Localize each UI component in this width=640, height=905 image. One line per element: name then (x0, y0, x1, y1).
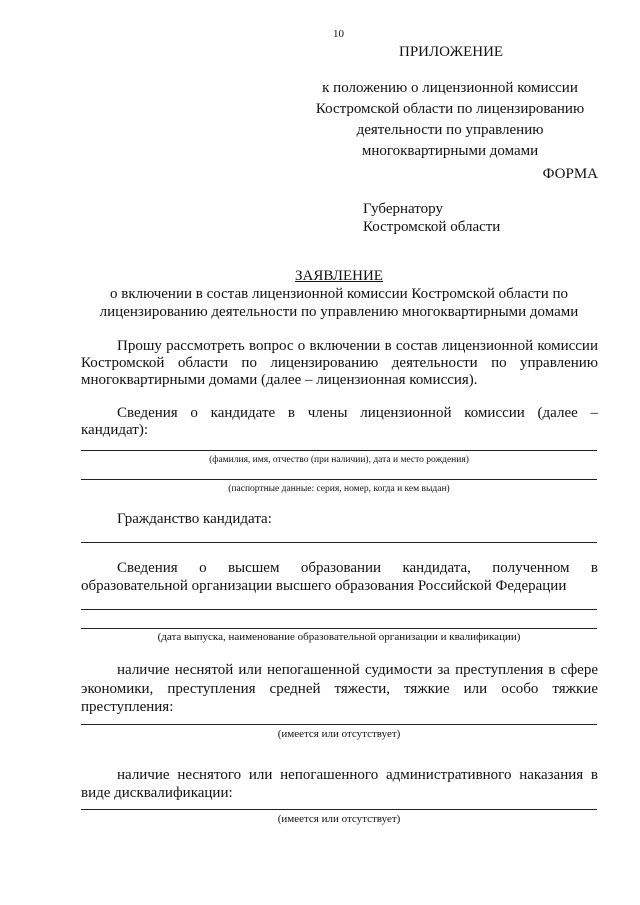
appendix-line-3: деятельности по управлению (356, 122, 544, 138)
disqualification-line-1: наличие неснятого или непогашенного административного наказания в (117, 767, 598, 783)
education-line-1: Сведения о высшем образовании кандидата, полученном в (117, 560, 598, 576)
caption-name: (фамилия, имя, отчество (при наличии), дата и место рождения) (209, 455, 469, 465)
caption-passport: (паспортные данные: серия, номер, когда и кем выдан) (228, 484, 450, 494)
conviction-line-1: наличие неснятой или непогашенной судимости за преступления в сфере (117, 662, 598, 678)
fill-line-education-1[interactable] (81, 609, 597, 610)
fill-line-passport[interactable] (81, 479, 597, 480)
fill-line-citizenship[interactable] (81, 542, 597, 543)
addressee-line-2: Костромской области (363, 219, 501, 235)
conviction-line-2: экономики, преступления средней тяжести, тяжкие или особо тяжкие (81, 681, 598, 697)
fill-line-disqualification[interactable] (81, 809, 597, 810)
fill-line-education-2[interactable] (81, 628, 597, 629)
request-line-2: Костромской области по лицензированию деятельности по управлению (81, 355, 598, 371)
form-label: ФОРМА (542, 166, 598, 182)
statement-subtitle-1: о включении в состав лицензионной комиссии Костромской области по (109, 286, 569, 302)
appendix-line-2: Костромской области по лицензированию (315, 101, 585, 117)
addressee-line-1: Губернатору (363, 201, 443, 217)
appendix-line-1: к положению о лицензионной комиссии (322, 80, 578, 96)
fill-line-name[interactable] (81, 450, 597, 451)
caption-education: (дата выпуска, наименование образовательной организации и квалификации) (157, 631, 521, 643)
appendix-line-4: многоквартирными домами (361, 143, 539, 159)
statement-subtitle-2: лицензированию деятельности по управлению многоквартирными домами (99, 304, 579, 320)
conviction-line-3: преступления: (81, 699, 174, 715)
statement-title-text: ЗАЯВЛЕНИЕ (295, 268, 383, 284)
candidate-info-line-2: кандидат): (81, 422, 149, 438)
caption-conviction: (имеется или отсутствует) (277, 728, 401, 740)
request-line-3: многоквартирными домами (далее – лицензионная комиссия). (81, 372, 478, 388)
caption-disqualification: (имеется или отсутствует) (277, 813, 401, 825)
education-line-2: образовательной организации высшего образования Российской Федерации (81, 578, 567, 594)
fill-line-conviction[interactable] (81, 724, 597, 725)
request-line-1: Прошу рассмотреть вопрос о включении в состав лицензионной комиссии (117, 338, 598, 354)
page-number: 10 (333, 28, 344, 40)
appendix-title: ПРИЛОЖЕНИЕ (399, 44, 504, 60)
disqualification-line-2: виде дисквалификации: (81, 785, 233, 801)
citizenship-label: Гражданство кандидата: (117, 511, 272, 527)
candidate-info-line-1: Сведения о кандидате в члены лицензионной комиссии (далее – (117, 405, 598, 421)
